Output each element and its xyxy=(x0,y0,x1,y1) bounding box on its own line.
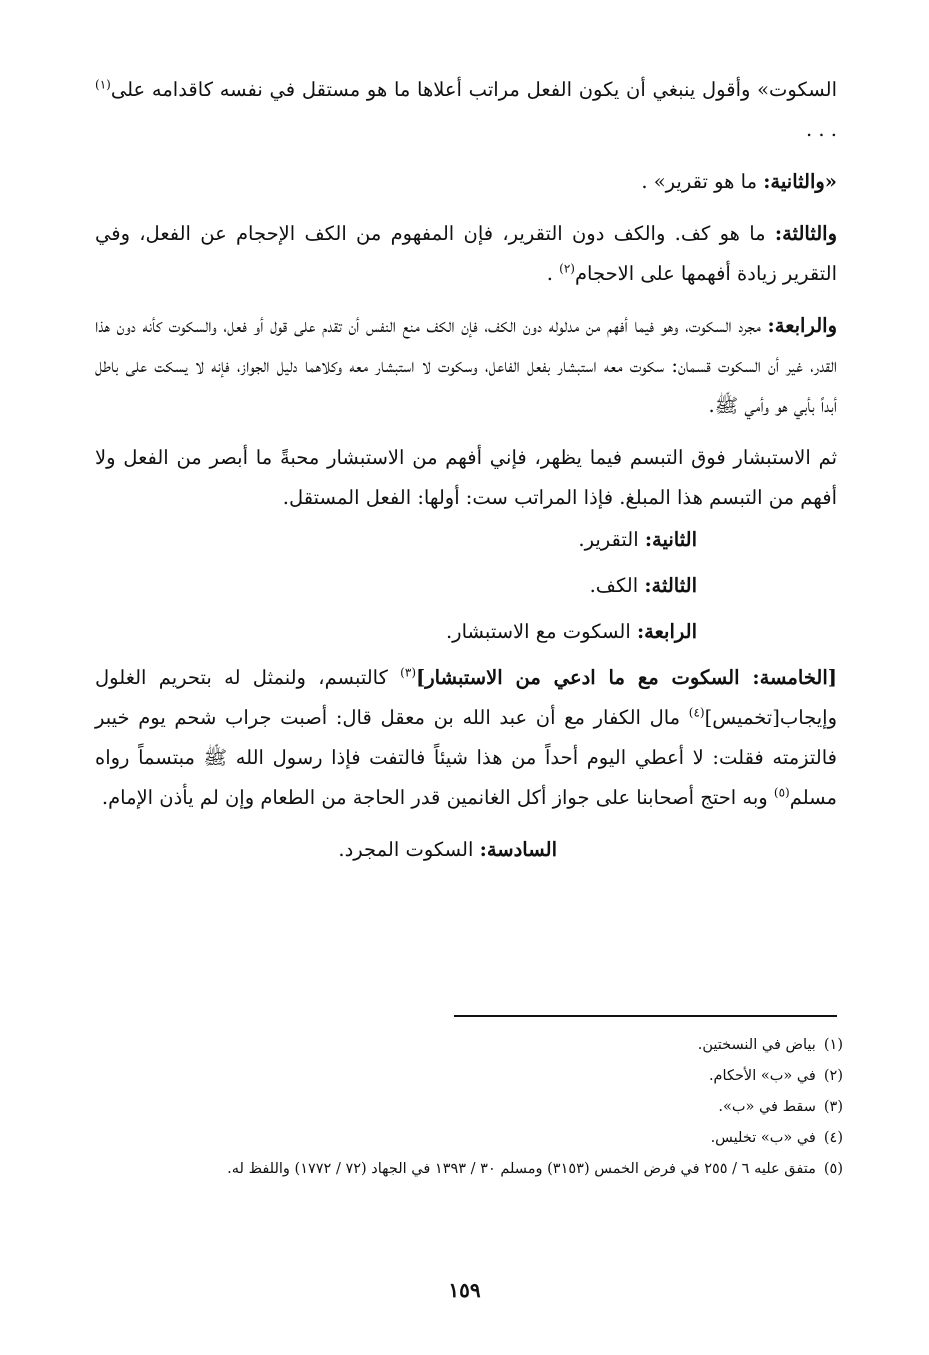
paragraph-tail: . xyxy=(546,262,560,285)
rank-label-fourth: والرابعة: xyxy=(767,314,837,337)
paragraph-1 xyxy=(95,70,837,150)
footnote-number: (٣) xyxy=(823,1099,843,1115)
rank-item-text: السكوت المجرد. xyxy=(338,838,480,861)
rank-item-third xyxy=(95,566,837,606)
paragraph-5 xyxy=(95,438,837,518)
paragraph-text: ما هو تقرير» . xyxy=(641,170,764,193)
paragraph-text: وبه احتج أصحابنا على جواز أكل الغانمين قدر الحاجة من الطعام وإن لم يأذن الإمام. xyxy=(101,786,774,809)
footnote-ref-3[interactable]: (٣) xyxy=(400,665,416,680)
paragraph-fifth-rank xyxy=(95,658,837,818)
footnote-number: (٢) xyxy=(823,1068,843,1084)
footnote-text: سقط في «ب». xyxy=(718,1099,816,1115)
footnote-number: (١) xyxy=(823,1037,843,1053)
footnote-ref-1[interactable]: (١) xyxy=(95,77,111,92)
page-number: ١٥٩ xyxy=(448,1278,481,1302)
paragraph-text: ثم الاستبشار فوق التبسم فيما يظهر، فإني أفهم من الاستبشار محبةً ما أبصر من الفعل ولا أفهم من التبسم هذا المبلغ. فإذا المراتب ست: أولها: الفعل المستقل. xyxy=(95,446,837,509)
rank-item-fourth xyxy=(95,612,837,652)
footnote-1 xyxy=(91,1030,843,1061)
rank-label-second: «والثانية: xyxy=(763,170,837,193)
footnote-number: (٤) xyxy=(823,1130,843,1146)
rank-label-third: والثالثة: xyxy=(774,222,837,245)
paragraph-tail: . . . xyxy=(806,118,837,141)
footnote-2 xyxy=(91,1061,843,1092)
footnote-divider xyxy=(454,1015,837,1017)
rank-label-sixth: السادسة: xyxy=(479,838,557,861)
footnote-text: في «ب» الأحكام. xyxy=(708,1068,816,1084)
footnote-ref-4[interactable]: (٤) xyxy=(688,705,705,720)
rank-item-text: السكوت مع الاستبشار. xyxy=(445,620,637,643)
footnote-5 xyxy=(91,1154,843,1185)
footnote-4 xyxy=(91,1123,843,1154)
rank-item-label: الثانية: xyxy=(644,528,697,551)
footnotes xyxy=(91,1030,843,1185)
paragraph-2 xyxy=(95,162,837,202)
rank-item-sixth xyxy=(95,830,837,870)
footnote-number: (٥) xyxy=(823,1161,843,1177)
paragraph-text: السكوت» وأقول ينبغي أن يكون الفعل مراتب أعلاها ما هو مستقل في نفسه كاقدامه على xyxy=(110,78,837,101)
footnote-text: متفق عليه ٦ / ٢٥٥ في فرض الخمس (٣١٥٣) ومسلم ٣٠ / ١٣٩٣ في الجهاد (٧٢ / ١٧٧٢) واللفظ له. xyxy=(227,1161,816,1177)
rank-item-label: الثالثة: xyxy=(644,574,697,597)
paragraph-text: مجرد السكوت، وهو فيما أفهم من مدلوله دون الكف، فإن الكف منع النفس أن تقدم على قول أو فعل، والسكوت كأنه دون هذا القدر، غير أن السكوت قسمان: سكوت معه استبشار بفعل الفاعل، وسكوت لا استبشار معه وكلاهما دليل الجواز، فإنه لا يسكت على باطل أبداً بأبي هو وأمي ﷺ. xyxy=(95,314,837,417)
paragraph-text: كالتبسم، ولنمثل له بتحريم الغلول وإيجاب[تخميس] xyxy=(95,666,837,729)
footnote-ref-2[interactable]: (٢) xyxy=(559,261,575,276)
rank-item-text: التقرير. xyxy=(578,528,645,551)
footnote-3 xyxy=(91,1092,843,1123)
footnote-ref-5[interactable]: (٥) xyxy=(773,785,790,800)
rank-item-second xyxy=(95,520,837,560)
footnote-text: في «ب» تخليس. xyxy=(710,1130,816,1146)
main-text xyxy=(95,70,837,876)
paragraph-text: ما هو كف. والكف دون التقرير، فإن المفهوم من الكف الإحجام عن الفعل، وفي التقرير زيادة أفهمها على الاحجام xyxy=(95,222,837,285)
footnote-text: بياض في النسختين. xyxy=(697,1037,816,1053)
paragraph-3 xyxy=(95,214,837,294)
paragraph-4 xyxy=(95,306,837,426)
rank-item-text: الكف. xyxy=(589,574,645,597)
paragraph-text: مال الكفار مع أن عبد الله بن معقل قال: أصبت جراب شحم يوم خيبر فالتزمته فقلت: لا أعطي اليوم أحداً من هذا شيئاً فالتفت فإذا رسول الله ﷺ مبتسماً رواه مسلم xyxy=(95,706,837,809)
rank-item-label: الرابعة: xyxy=(636,620,697,643)
rank-label-fifth: [الخامسة: السكوت مع ما ادعي من الاستبشار] xyxy=(416,666,837,689)
